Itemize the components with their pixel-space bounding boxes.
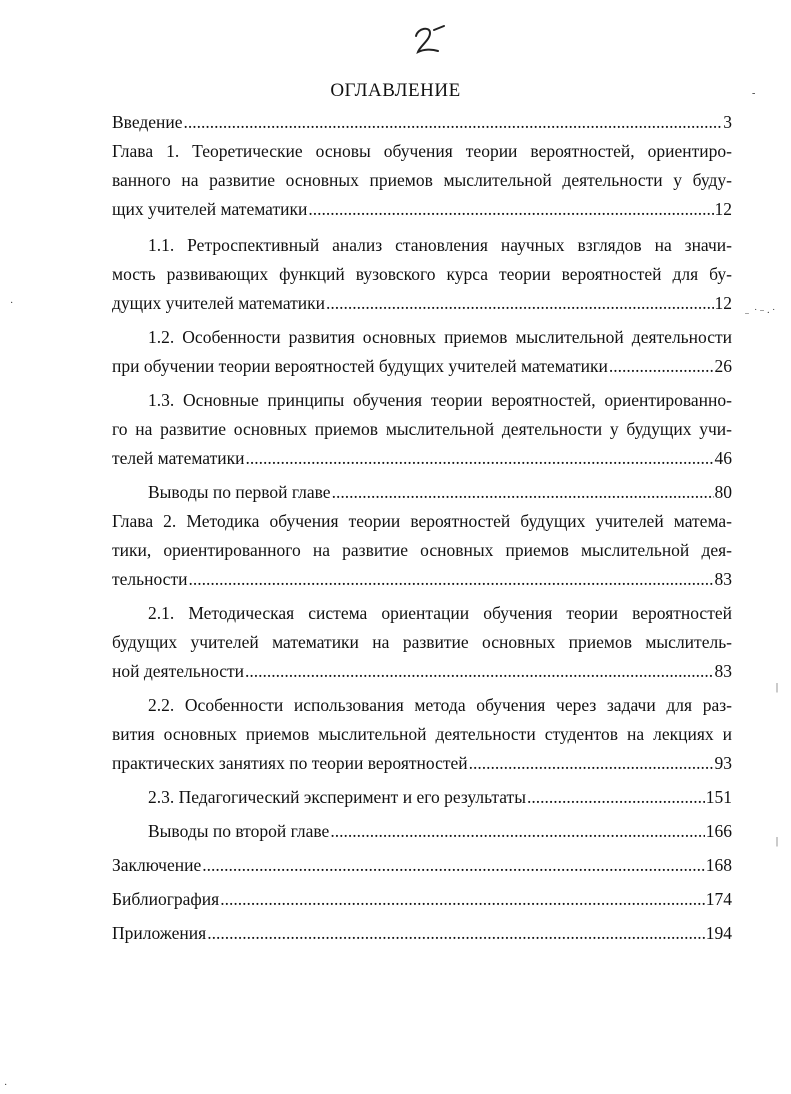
scan-speck: · (10, 298, 14, 309)
toc-last-line (112, 657, 732, 686)
toc-label: Введение (112, 112, 183, 132)
toc-label: телей математики (112, 448, 245, 468)
scan-mark: | (776, 836, 779, 847)
toc-leader (308, 195, 713, 224)
toc-text-line: го на развитие основных приемов мыслительной деятельности у будущих учи- (112, 419, 732, 439)
toc-leader (609, 352, 714, 381)
toc-label: ной деятельности (112, 661, 245, 681)
toc-entry-section-1-3 (112, 386, 732, 473)
toc-leader (527, 783, 705, 812)
table-of-contents (112, 108, 732, 948)
toc-entry-chapter-1 (112, 137, 732, 224)
toc-text-line: Глава 1. Теоретические основы обучения теории вероятностей, ориентиро- (112, 141, 732, 161)
toc-leader (188, 565, 713, 594)
toc-entry-section-2-1 (112, 599, 732, 686)
toc-text-line: 2.1. Методическая система ориентации обучения теории вероятностей (148, 603, 732, 623)
toc-page-number: 194 (705, 923, 732, 943)
toc-page-number: 46 (714, 448, 732, 468)
toc-label: Приложения (112, 923, 207, 943)
toc-leader (207, 919, 705, 948)
toc-label: Заключение (112, 855, 202, 875)
toc-last-line (112, 289, 732, 318)
toc-label: тельности (112, 569, 188, 589)
toc-entry-appendix (112, 919, 732, 948)
toc-label: Выводы по первой главе (148, 482, 331, 502)
toc-leader (184, 108, 723, 137)
toc-last-line (112, 565, 732, 594)
toc-label: при обучении теории вероятностей будущих учителей математики (112, 356, 608, 376)
toc-entry-conclusions-2 (112, 817, 732, 846)
toc-page-number: 93 (714, 753, 732, 773)
toc-text-line: 2.2. Особенности использования метода обучения через задачи для раз- (148, 695, 732, 715)
toc-entry-bibliography (112, 885, 732, 914)
toc-text-line: тики, ориентированного на развитие основных приемов мыслительной дея- (112, 540, 732, 560)
scan-mark: | (776, 682, 779, 693)
toc-label: Библиография (112, 889, 220, 909)
toc-page-number: 83 (714, 569, 732, 589)
toc-label: щих учителей математики (112, 199, 308, 219)
toc-entry-section-1-2 (112, 323, 732, 381)
toc-page-number: 12 (714, 199, 732, 219)
toc-leader (202, 851, 705, 880)
toc-last-line (112, 749, 732, 778)
toc-leader (332, 478, 714, 507)
toc-text-line: 1.2. Особенности развития основных приемов мыслительной деятельности (148, 327, 732, 347)
toc-page-number: 12 (714, 293, 732, 313)
toc-entry-conclusion (112, 851, 732, 880)
toc-leader (245, 657, 713, 686)
toc-last-line (112, 444, 732, 473)
handwritten-page-number (410, 22, 450, 56)
toc-text-line: Глава 2. Методика обучения теории вероятностей будущих учителей матема- (112, 511, 732, 531)
toc-label: Выводы по второй главе (148, 821, 330, 841)
toc-leader (220, 885, 705, 914)
toc-text-line: будущих учителей математики на развитие основных приемов мыслитель- (112, 632, 732, 652)
toc-entry-section-1-1 (112, 231, 732, 318)
toc-entry-chapter-2 (112, 507, 732, 594)
toc-last-line (112, 352, 732, 381)
toc-entry-section-2-3 (112, 783, 732, 812)
toc-label: практических занятиях по теории вероятностей (112, 753, 468, 773)
toc-page-number: 83 (714, 661, 732, 681)
toc-page-number: 3 (723, 112, 732, 132)
toc-page-number: 80 (714, 482, 732, 502)
toc-page-number: 151 (705, 787, 732, 807)
toc-entry-conclusions-1 (112, 478, 732, 507)
toc-page-number: 26 (714, 356, 732, 376)
scan-speck: · (4, 1080, 8, 1091)
toc-last-line (112, 195, 732, 224)
toc-text-line: вития основных приемов мыслительной деятельности студентов на лекциях и (112, 724, 732, 744)
toc-entry-section-2-2 (112, 691, 732, 778)
toc-leader (326, 289, 713, 318)
toc-leader (330, 817, 704, 846)
toc-leader (246, 444, 714, 473)
toc-text-line: 1.1. Ретроспективный анализ становления научных взглядов на значи- (148, 235, 732, 255)
page-title: ОГЛАВЛЕНИЕ (330, 80, 461, 101)
toc-text-line: мость развивающих функций вузовского курса теории вероятностей для бу- (112, 264, 732, 284)
toc-text-line: 1.3. Основные принципы обучения теории вероятностей, ориентированно- (148, 390, 732, 410)
toc-page-number: 168 (705, 855, 732, 875)
toc-page-number: 166 (705, 821, 732, 841)
toc-entry-intro (112, 108, 732, 137)
toc-page-number: 174 (705, 889, 732, 909)
toc-label: дущих учителей математики (112, 293, 326, 313)
toc-label: 2.3. Педагогический эксперимент и его результаты (148, 787, 526, 807)
scan-noise: ﹣˙⁻·˙ (742, 308, 778, 319)
toc-text-line: ванного на развитие основных приемов мыслительной деятельности у буду- (112, 170, 732, 190)
scan-speck: - (752, 88, 756, 99)
toc-leader (469, 749, 714, 778)
